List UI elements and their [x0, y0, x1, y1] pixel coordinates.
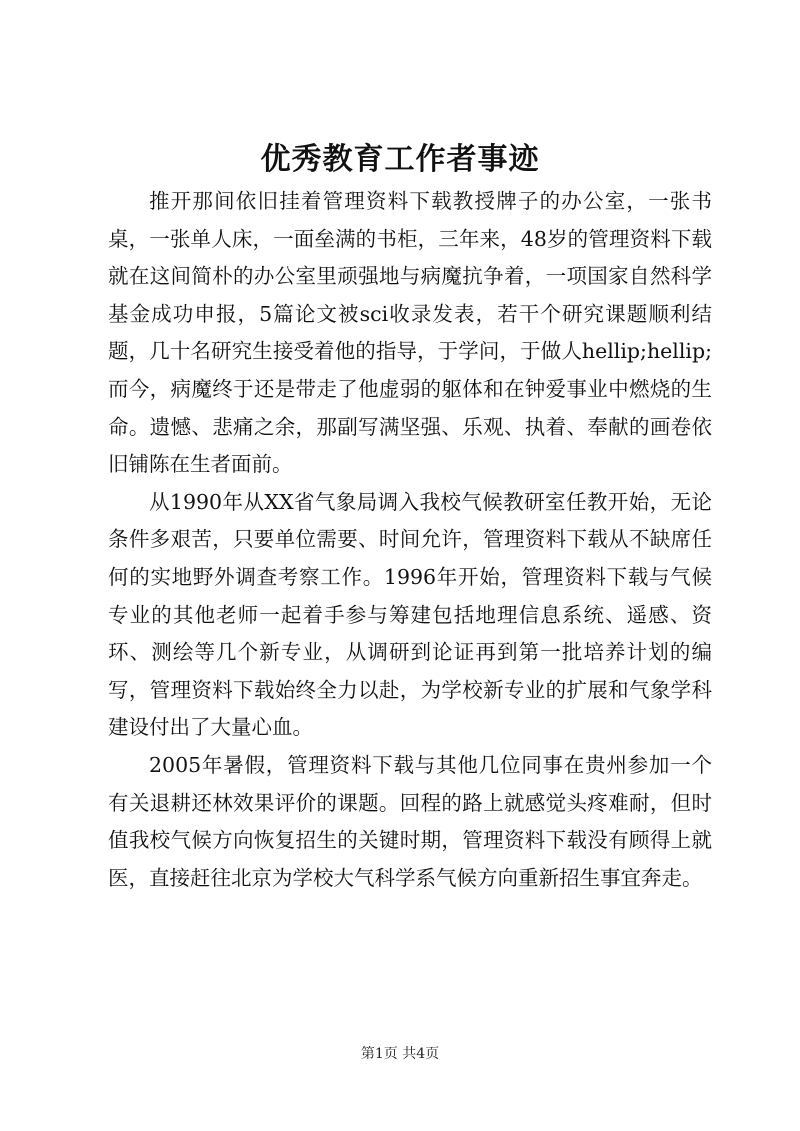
paragraph-1: 推开那间依旧挂着管理资料下载教授牌子的办公室，一张书桌，一张单人床，一面垒满的书柜，三年来，48岁的管理资料下载就在这间简朴的办公室里顽强地与病魔抗争着，一项国家自然科学基金成功申报，5篇论文被sci收录发表，若干个研究课题顺利结题，几十名研究生接受着他的指导，于学问，于做人hellip;hellip;而今，病魔终于还是带走了他虚弱的躯体和在钟爱事业中燃烧的生命。遗憾、悲痛之余，那副写满坚强、乐观、执着、奉献的画卷依旧铺陈在生者面前。: [108, 189, 712, 477]
paragraph-3: 2005年暑假，管理资料下载与其他几位同事在贵州参加一个有关退耕还林效果评价的课题。回程的路上就感觉头疼难耐，但时值我校气候方向恢复招生的关键时期，管理资料下载没有顾得上就医，直接赶往北京为学校大气科学系气候方向重新招生事宜奔走。: [108, 752, 712, 890]
paragraph-2: 从1990年从XX省气象局调入我校气候教研室任教开始，无论条件多艰苦，只要单位需要、时间允许，管理资料下载从不缺席任何的实地野外调查考察工作。1996年开始，管理资料下载与气候专业的其他老师一起着手参与筹建包括地理信息系统、遥感、资环、测绘等几个新专业，从调研到论证再到第一批培养计划的编写，管理资料下载始终全力以赴，为学校新专业的扩展和气象学科建设付出了大量心血。: [108, 489, 712, 740]
document-title: 优秀教育工作者事迹: [260, 142, 540, 177]
document-body: [108, 183, 712, 897]
page-number-footer: 第1页 共4页: [360, 1046, 440, 1062]
